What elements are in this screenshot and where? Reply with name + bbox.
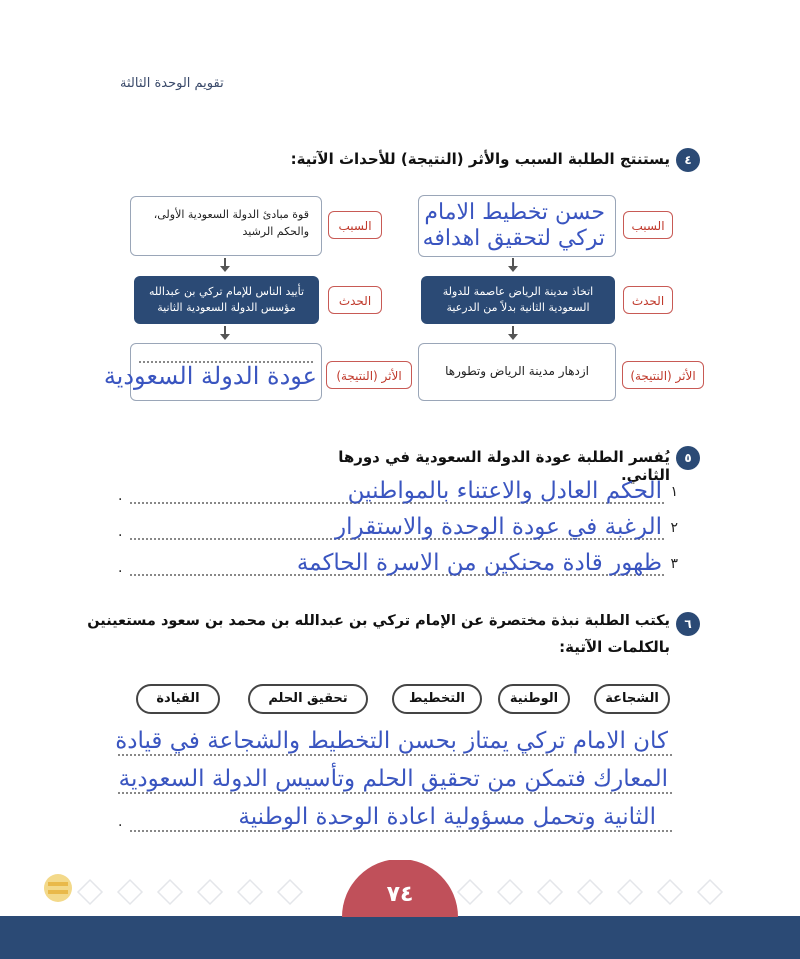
q6-answer-line-1-text: كان الامام تركي يمتاز بحسن التخطيط والشجاعة في قيادة <box>115 728 668 754</box>
right-effect-text: ازدهار مدينة الرياض وتطورها <box>445 364 589 378</box>
keyword-leadership: القيادة <box>136 684 220 714</box>
q5-line-2-period: . <box>118 524 123 540</box>
right-arrow-2-head <box>508 334 518 340</box>
q5-line-3 <box>118 550 678 582</box>
question-6-number: ٦ <box>676 612 700 636</box>
right-event-box: اتخاذ مدينة الرياض عاصمة للدولة السعودية الثانية بدلاً من الدرعية <box>421 276 615 324</box>
left-event-box: تأييد الناس للإمام تركي بن عبدالله مؤسس الدولة السعودية الثانية <box>134 276 319 324</box>
left-cause-label: السبب <box>328 211 382 239</box>
footer-logo-icon <box>44 874 72 902</box>
keyword-patriotism: الوطنية <box>498 684 570 714</box>
q5-line-1-num: ١ <box>670 484 678 500</box>
page-number: ٧٤ <box>386 882 414 907</box>
q5-line-2-answer: الرغبة في عودة الوحدة والاستقرار <box>335 514 662 540</box>
right-effect-box <box>418 343 616 401</box>
question-4-number: ٤ <box>676 148 700 172</box>
q6-answer-line-3 <box>118 804 672 840</box>
left-cause-text: قوة مبادئ الدولة السعودية الأولى، والحكم الرشيد <box>153 208 309 238</box>
q6-answer-line-3-text: الثانية وتحمل مسؤولية اعادة الوحدة الوطنية <box>238 804 656 830</box>
q5-line-1-answer: الحكم العادل والاعتناء بالمواطنين <box>347 478 662 504</box>
right-arrow-1-head <box>508 266 518 272</box>
question-6-text-line1: يكتب الطلبة نبذة مختصرة عن الإمام تركي بن عبدالله بن محمد بن سعود مستعينين <box>87 613 670 629</box>
question-4-text: يستنتج الطلبة السبب والأثر (النتيجة) للأحداث الآتية: <box>290 150 670 168</box>
right-cause-answer-2: تركي لتحقيق اهدافه <box>422 226 605 251</box>
q6-answer-line-2 <box>118 766 672 802</box>
q5-line-3-num: ٣ <box>670 556 678 572</box>
q6-answer-line-3-dots <box>130 830 672 832</box>
q6-answer-line-1 <box>115 728 672 764</box>
footer-bar <box>0 916 800 959</box>
left-cause-box <box>130 196 322 256</box>
right-cause-box <box>418 195 616 257</box>
q5-line-3-period: . <box>118 560 123 576</box>
left-arrow-1-head <box>220 266 230 272</box>
left-effect-label: الأثر (النتيجة) <box>326 361 412 389</box>
left-arrow-2-head <box>220 334 230 340</box>
q5-line-2-num: ٢ <box>670 520 678 536</box>
left-effect-box <box>103 343 322 401</box>
q6-answer-line-2-text: المعارك فتمكن من تحقيق الحلم وتأسيس الدولة السعودية <box>118 766 668 792</box>
right-effect-label: الأثر (النتيجة) <box>622 361 704 389</box>
left-effect-answer: عودة الدولة السعودية <box>103 362 317 390</box>
keyword-achieving-dream: تحقيق الحلم <box>248 684 368 714</box>
question-5-text: يُفسر الطلبة عودة الدولة السعودية في دورها الثاني. <box>338 448 670 484</box>
left-event-label: الحدث <box>328 286 382 314</box>
page-header-title: تقويم الوحدة الثالثة <box>120 76 224 91</box>
q6-answer-line-2-dots <box>118 792 672 794</box>
footer-decoration <box>0 860 800 959</box>
q5-line-1 <box>118 478 678 510</box>
q5-line-1-period: . <box>118 488 123 504</box>
q5-line-3-answer: ظهور قادة محنكين من الاسرة الحاكمة <box>296 550 662 576</box>
question-5-number: ٥ <box>676 446 700 470</box>
right-event-label: الحدث <box>623 286 673 314</box>
q6-answer-line-1-dots <box>118 754 672 756</box>
question-6-text-line2: بالكلمات الآتية: <box>559 638 670 656</box>
keyword-planning: التخطيط <box>392 684 482 714</box>
keyword-courage: الشجاعة <box>594 684 670 714</box>
q6-answer-line-3-period: . <box>118 814 123 830</box>
right-cause-label: السبب <box>623 211 673 239</box>
q5-line-2 <box>118 514 678 546</box>
right-cause-answer-1: حسن تخطيط الامام <box>424 200 605 225</box>
